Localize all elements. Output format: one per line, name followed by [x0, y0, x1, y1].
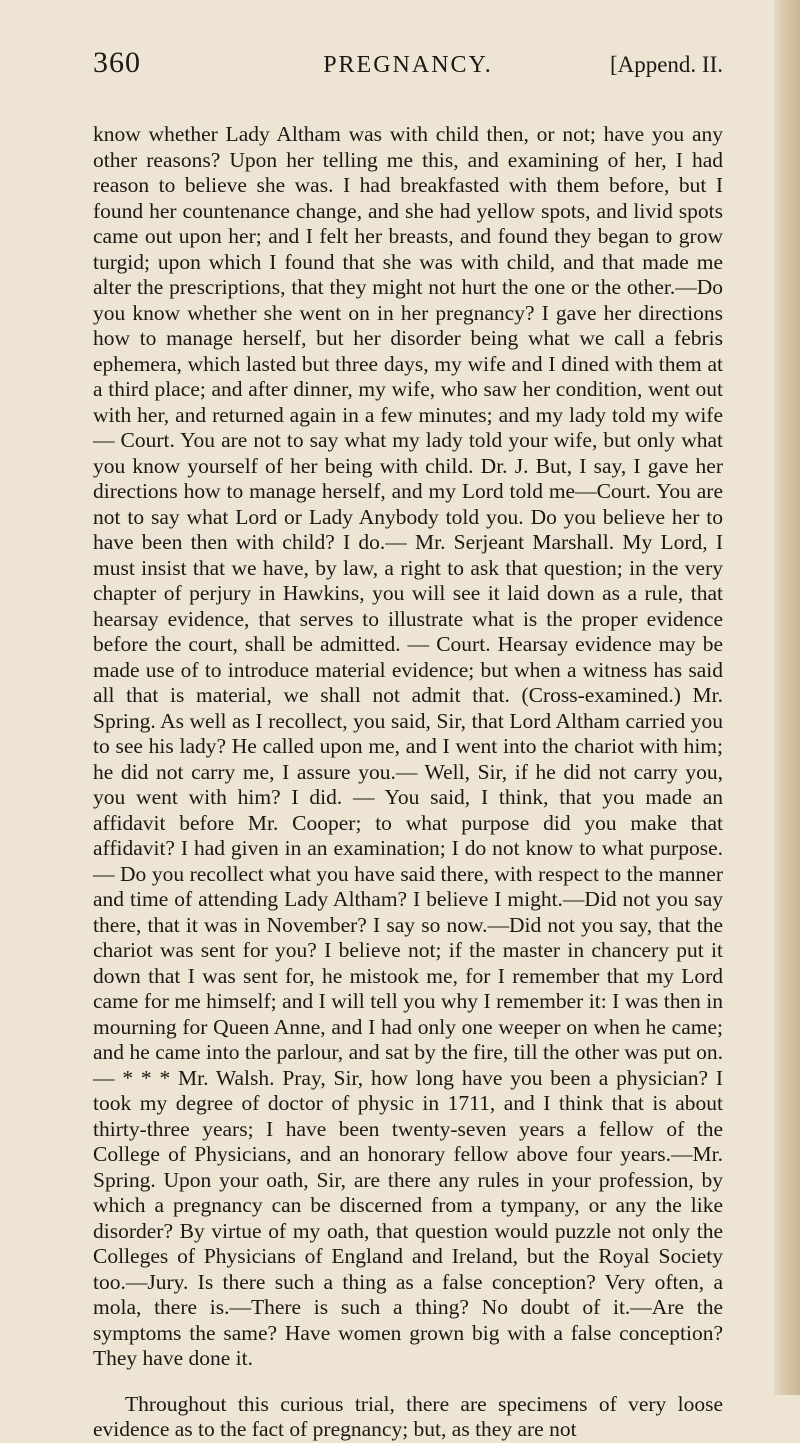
body-text [93, 122, 723, 1443]
paragraph-throughout: Throughout this curious trial, there are specimens of very loose evidence as to the fact of pregnancy; but, as they are not [93, 1391, 723, 1441]
running-title: PREGNANCY. [323, 52, 493, 78]
page-header [93, 44, 723, 86]
page-number: 360 [93, 46, 141, 79]
page-edge [774, 0, 800, 1395]
section-reference: [Append. II. [609, 52, 723, 77]
paragraph-continued: know whether Lady Altham was with child then, or not; have you any other reasons? Upon her telling me this, and examining of her, I had reason to believe she was. I had breakfasted with them before, but I found her countenance change, and she had yellow spots, and livid spots came out upon her; and I felt her breasts, and found they began to grow turgid; upon which I found that she was with child, and that made me alter the prescriptions, that they might not hurt the one or the other.—Do you know whether she went on in her pregnancy? I gave her directions how to manage herself, but her disorder being what we call a febris ephemera, which lasted but three days, my wife and I dined with them at a third place; and after dinner, my wife, who saw her condition, went out with her, and returned again in a few minutes; and my lady told my wife — Court. You are not to say what my lady told your wife, but only what you know yourself of her being with child. Dr. J. But, I say, I gave her directions how to manage herself, and my Lord told me—Court. You are not to say what Lord or Lady Anybody told you. Do you believe her to have been then with child? I do.— Mr. Serjeant Marshall. My Lord, I must insist that we have, by law, a right to ask that question; in the very chapter of perjury in Hawkins, you will see it laid down as a rule, that hearsay evidence, that serves to illustrate what is the proper evidence before the court, shall be admitted. — Court. Hearsay evidence may be made use of to introduce material evidence; but when a witness has said all that is material, we shall not admit that. (Cross-examined.) Mr. Spring. As well as I recollect, you said, Sir, that Lord Altham carried you to see his lady? He called upon me, and I went into the chariot with him; he did not carry me, I assure you.— Well, Sir, if he did not carry you, you went with him? I did. — You said, I think, that you made an affidavit before Mr. Cooper; to what purpose did you make that affidavit? I had given in an examination; I do not know to what purpose. — Do you recollect what you have said there, with respect to the manner and time of attending Lady Altham? I believe I might.—Did not you say there, that it was in November? I say so now.—Did not you say, that the chariot was sent for you? I believe not; if the master in chancery put it down that I was sent for, he mistook me, for I remember that my Lord came for me himself; and I will tell you why I remember it: I was then in mourning for Queen Anne, and I had only one weeper on when he came; and he came into the parlour, and sat by the fire, till the other was put on.— * * * Mr. Walsh. Pray, Sir, how long have you been a physician? I took my degree of doctor of physic in 1711, and I think that is about thirty-three years; I have been twenty-seven years a fellow of the College of Physicians, and an honorary fellow above four years.—Mr. Spring. Upon your oath, Sir, are there any rules in your profession, by which a pregnancy can be discerned from a tympany, or any the like disorder? By virtue of my oath, that question would puzzle not only the Colleges of Physicians of England and Ireland, but the Royal Society too.—Jury. Is there such a thing as a false conception? Very often, a mola, there is.—There is such a thing? No doubt of it.—Are the symptoms the same? Have women grown big with a false conception? They have done it. [93, 122, 723, 1370]
